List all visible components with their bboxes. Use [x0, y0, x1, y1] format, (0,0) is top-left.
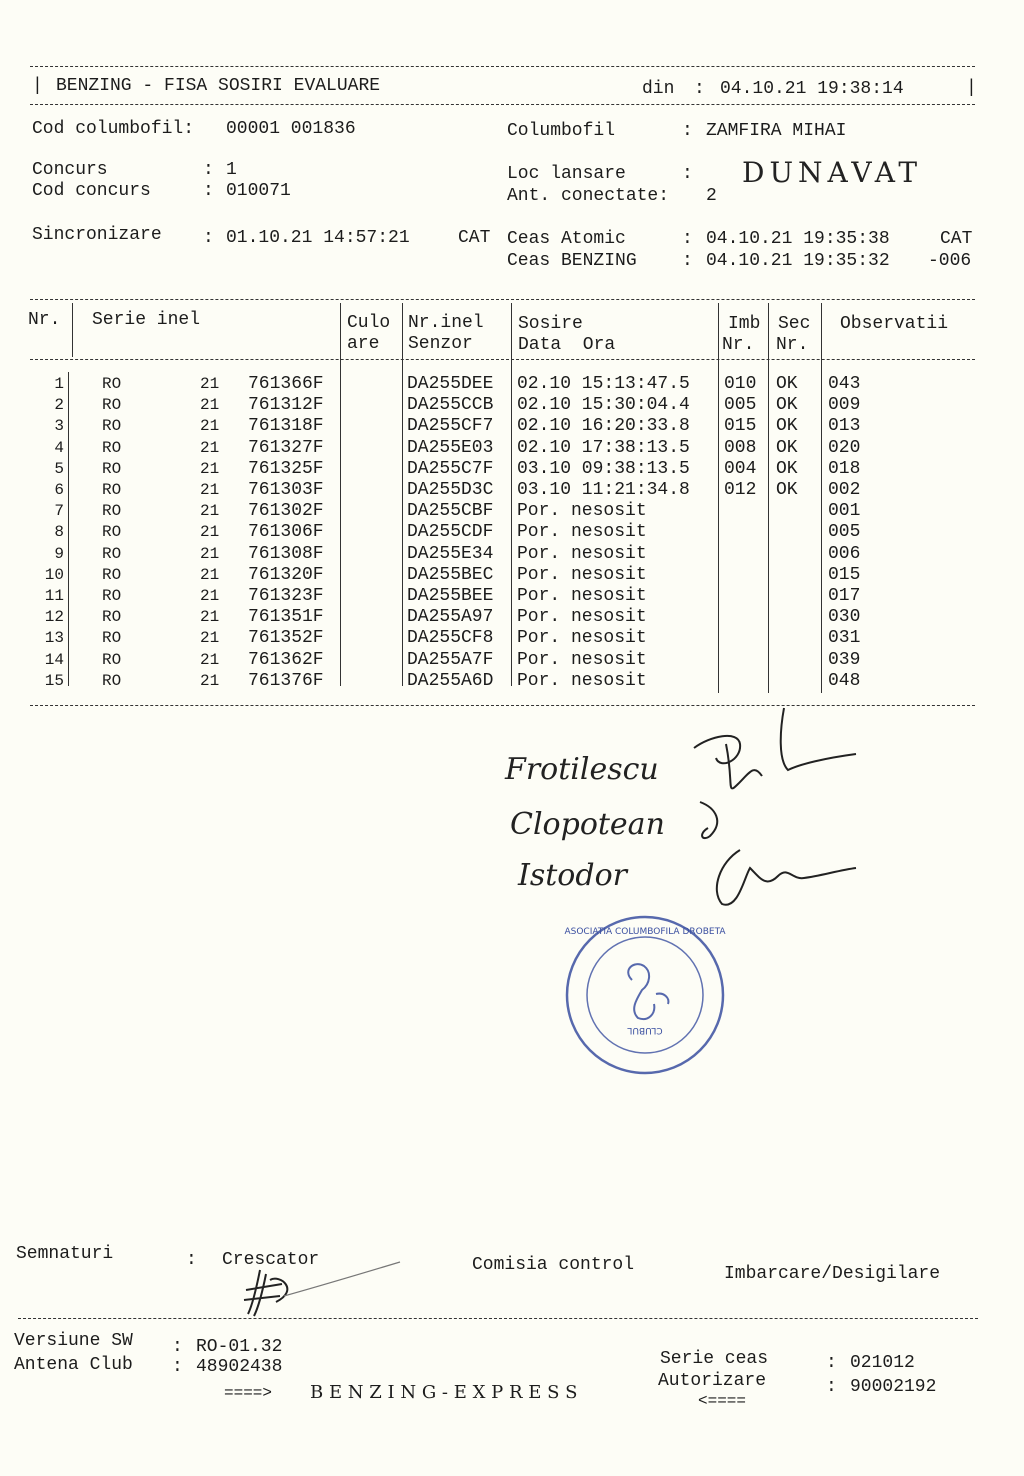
loc-lansare-label: Loc lansare — [507, 164, 626, 184]
cell-tara: RO — [102, 629, 122, 648]
footer-rule — [18, 1318, 978, 1319]
cell-sosire: 03.10 09:38:13.5 — [517, 458, 690, 479]
sincronizare-label: Sincronizare — [32, 225, 162, 245]
columbofil-label: Columbofil — [507, 121, 616, 141]
table-header-rule — [30, 359, 975, 360]
cell-inel: 761303F — [248, 480, 324, 500]
cell-imb: 008 — [724, 437, 757, 458]
loc-lansare-value: DUNAVAT — [742, 156, 923, 189]
cell-nr: 14 — [44, 650, 64, 669]
cell-imb: 010 — [724, 374, 757, 394]
vline-obs — [821, 303, 822, 693]
cell-sec: OK — [776, 416, 798, 437]
brand-arrow-right: <==== — [698, 1392, 747, 1410]
concurs-label: Concurs — [32, 160, 108, 180]
antena-colon: : — [172, 1357, 183, 1377]
cell-nr: 15 — [44, 671, 64, 690]
header-bar-left: | — [32, 76, 43, 96]
cell-tara: RO — [102, 438, 122, 457]
cell-tara: RO — [102, 459, 122, 478]
cod-concurs-value: 010071 — [226, 181, 291, 201]
stamp-ring-text: ASOCIATIA COLUMBOFILA DROBETA — [564, 927, 726, 937]
page-title: BENZING - FISA SOSIRI EVALUARE — [56, 76, 381, 96]
cell-an: 21 — [200, 671, 220, 690]
col-header-nr: Nr. — [28, 310, 61, 330]
cell-sec: OK — [776, 458, 798, 479]
cell-nr: 4 — [54, 438, 64, 457]
sincronizare-tz: CAT — [458, 228, 491, 248]
cell-tara: RO — [102, 608, 122, 627]
ceas-atomic-label: Ceas Atomic — [507, 229, 626, 249]
antena-value: 48902438 — [196, 1357, 283, 1377]
col-header-nrinel-2: Senzor — [408, 334, 473, 354]
cell-inel: 761318F — [248, 416, 324, 437]
cell-obs: 020 — [828, 437, 861, 458]
ceas-atomic-colon: : — [682, 229, 693, 249]
cell-nr: 6 — [54, 481, 64, 499]
loc-lansare-colon: : — [682, 164, 693, 184]
vline-culoare — [340, 303, 341, 686]
autorizare-value: 90002192 — [850, 1377, 937, 1397]
cell-nr: 5 — [54, 459, 64, 478]
concurs-colon: : — [203, 160, 214, 180]
cell-nr: 13 — [44, 629, 64, 648]
ceas-atomic-value: 04.10.21 19:35:38 — [706, 229, 890, 249]
cell-senzor: DA255C7F — [407, 458, 494, 479]
cell-sec: OK — [776, 437, 798, 458]
col-header-sec-1: Sec — [778, 314, 811, 334]
cell-an: 21 — [200, 650, 220, 669]
cod-columbofil-label: Cod columbofil: — [32, 119, 195, 139]
col-header-culoare-1: Culo — [347, 313, 391, 333]
cell-sosire: Por. nesosit — [517, 607, 647, 628]
cell-sec: OK — [776, 480, 798, 500]
handwritten-name-3: Istodor — [518, 858, 627, 893]
ceas-benzing-label: Ceas BENZING — [507, 251, 637, 271]
versiune-label: Versiune SW — [14, 1331, 133, 1351]
cell-tara: RO — [102, 565, 122, 584]
cell-inel: 761302F — [248, 501, 324, 522]
col-header-sec-2: Nr. — [776, 335, 809, 355]
cod-concurs-colon: : — [203, 181, 214, 201]
handwritten-name-1: Frotilescu — [505, 752, 659, 787]
cell-an: 21 — [200, 459, 220, 478]
cell-obs: 001 — [828, 501, 861, 522]
cell-nr: 9 — [54, 544, 64, 563]
versiune-value: RO-01.32 — [196, 1337, 283, 1357]
cell-sosire: Por. nesosit — [517, 628, 647, 649]
cell-tara: RO — [102, 523, 122, 542]
cell-senzor: DA255D3C — [407, 480, 494, 500]
ceas-benzing-value: 04.10.21 19:35:32 — [706, 251, 890, 271]
header-rule — [30, 104, 975, 105]
cell-senzor: DA255CDF — [407, 522, 494, 543]
serie-ceas-value: 021012 — [850, 1353, 915, 1373]
cell-sosire: Por. nesosit — [517, 670, 647, 691]
cell-sosire: Por. nesosit — [517, 543, 647, 564]
serie-ceas-colon: : — [826, 1353, 837, 1373]
ceas-atomic-tz: CAT — [940, 229, 973, 249]
crescator-label: Crescator — [222, 1250, 320, 1270]
cell-obs: 005 — [828, 522, 861, 543]
cell-obs: 013 — [828, 416, 861, 437]
date-value: 04.10.21 19:38:14 — [720, 79, 904, 99]
cell-obs: 002 — [828, 480, 861, 500]
cell-sosire: Por. nesosit — [517, 522, 647, 543]
ceas-benzing-colon: : — [682, 251, 693, 271]
cell-nr: 1 — [54, 375, 64, 393]
antena-label: Antena Club — [14, 1355, 133, 1375]
cell-imb: 012 — [724, 480, 757, 500]
cell-senzor: DA255E34 — [407, 543, 494, 564]
cell-tara: RO — [102, 650, 122, 669]
cell-obs: 039 — [828, 649, 861, 670]
cod-concurs-label: Cod concurs — [32, 181, 151, 201]
cell-nr: 11 — [44, 587, 64, 605]
cell-an: 21 — [200, 375, 220, 393]
autorizare-label: Autorizare — [658, 1371, 767, 1391]
semnaturi-colon: : — [186, 1250, 197, 1270]
cell-imb: 005 — [724, 395, 757, 416]
columbofil-value: ZAMFIRA MIHAI — [706, 121, 847, 141]
signatures — [680, 700, 880, 930]
cell-senzor: DA255CF8 — [407, 628, 494, 649]
cell-an: 21 — [200, 396, 220, 415]
sincronizare-value: 01.10.21 14:57:21 — [226, 228, 410, 248]
concurs-value: 1 — [226, 160, 237, 180]
cell-inel: 761312F — [248, 395, 324, 416]
crescator-signature — [240, 1250, 410, 1320]
cell-an: 21 — [200, 587, 220, 605]
cell-an: 21 — [200, 417, 220, 436]
ceas-benzing-tz: -006 — [928, 251, 972, 271]
cell-sosire: 02.10 17:38:13.5 — [517, 437, 690, 458]
cell-sosire: Por. nesosit — [517, 586, 647, 606]
vline-imb — [718, 303, 719, 693]
columbofil-colon: : — [682, 121, 693, 141]
cell-obs: 043 — [828, 374, 861, 394]
handwritten-name-2: Clopotean — [510, 807, 665, 842]
cell-obs: 018 — [828, 458, 861, 479]
cell-tara: RO — [102, 544, 122, 563]
cell-senzor: DA255A6D — [407, 670, 494, 691]
cell-inel: 761323F — [248, 586, 324, 606]
brand-arrow-left: ====> — [224, 1384, 273, 1402]
cell-sec: OK — [776, 374, 798, 394]
date-label: din — [642, 79, 675, 99]
cell-inel: 761325F — [248, 458, 324, 479]
cell-obs: 048 — [828, 670, 861, 691]
cell-an: 21 — [200, 565, 220, 584]
vline-nrinel — [402, 303, 403, 686]
cell-tara: RO — [102, 502, 122, 521]
sincronizare-colon: : — [203, 228, 214, 248]
semnaturi-label: Semnaturi — [16, 1244, 114, 1264]
cell-obs: 006 — [828, 543, 861, 564]
cell-senzor: DA255BEE — [407, 586, 494, 606]
date-colon: : — [694, 79, 705, 99]
cell-an: 21 — [200, 523, 220, 542]
cell-tara: RO — [102, 396, 122, 415]
brand-name: B E N Z I N G - E X P R E S S — [310, 1382, 578, 1403]
cell-obs: 009 — [828, 395, 861, 416]
cell-an: 21 — [200, 502, 220, 521]
cell-nr: 12 — [44, 608, 64, 627]
cell-tara: RO — [102, 671, 122, 690]
cell-obs: 017 — [828, 586, 861, 606]
ant-label: Ant. conectate: — [507, 186, 670, 206]
cell-sosire: Por. nesosit — [517, 649, 647, 670]
serie-ceas-label: Serie ceas — [660, 1349, 769, 1369]
cell-senzor: DA255E03 — [407, 437, 494, 458]
cell-senzor: DA255CBF — [407, 501, 494, 522]
cell-nr: 3 — [54, 417, 64, 436]
versiune-colon: : — [172, 1337, 183, 1357]
col-header-sosire-1: Sosire — [518, 314, 583, 334]
cell-senzor: DA255DEE — [407, 374, 494, 394]
cell-sosire: 02.10 16:20:33.8 — [517, 416, 690, 437]
col-header-sosire-2: Data Ora — [518, 335, 616, 355]
cell-nr: 8 — [54, 523, 64, 542]
vline-sosire — [511, 303, 512, 686]
cell-an: 21 — [200, 608, 220, 627]
cell-senzor: DA255A7F — [407, 649, 494, 670]
cell-tara: RO — [102, 417, 122, 436]
col-header-serie: Serie inel — [92, 310, 201, 330]
cell-inel: 761306F — [248, 522, 324, 543]
autorizare-colon: : — [826, 1377, 837, 1397]
cell-senzor: DA255CF7 — [407, 416, 494, 437]
vline-sec — [768, 303, 769, 693]
cod-columbofil-value: 00001 001836 — [226, 119, 356, 139]
top-rule — [30, 66, 975, 67]
cell-inel: 761308F — [248, 543, 324, 564]
vline-nr-header — [72, 303, 73, 357]
cell-inel: 761376F — [248, 670, 324, 691]
cell-sosire: 03.10 11:21:34.8 — [517, 480, 690, 500]
cell-tara: RO — [102, 375, 122, 393]
cell-an: 21 — [200, 481, 220, 499]
cell-nr: 10 — [44, 565, 64, 584]
cell-sec: OK — [776, 395, 798, 416]
col-header-observatii: Observatii — [840, 314, 949, 334]
cell-senzor: DA255A97 — [407, 607, 494, 628]
col-header-imb-1: Imb — [728, 314, 761, 334]
club-stamp — [560, 910, 730, 1080]
cell-an: 21 — [200, 544, 220, 563]
header-bar-right: | — [966, 78, 977, 98]
col-header-imb-2: Nr. — [722, 335, 755, 355]
cell-nr: 2 — [54, 396, 64, 415]
cell-inel: 761320F — [248, 564, 324, 585]
cell-sosire: 02.10 15:30:04.4 — [517, 395, 690, 416]
cell-senzor: DA255CCB — [407, 395, 494, 416]
vline-nr — [68, 372, 69, 686]
cell-obs: 031 — [828, 628, 861, 649]
cell-an: 21 — [200, 629, 220, 648]
cell-imb: 004 — [724, 458, 757, 479]
cell-imb: 015 — [724, 416, 757, 437]
cell-obs: 015 — [828, 564, 861, 585]
ant-value: 2 — [706, 186, 717, 206]
cell-obs: 030 — [828, 607, 861, 628]
imbarcare-label: Imbarcare/Desigilare — [724, 1264, 941, 1284]
cell-inel: 761351F — [248, 607, 324, 628]
stamp-center-text: CLUBUL — [627, 1025, 663, 1035]
cell-senzor: DA255BEC — [407, 564, 494, 585]
col-header-nrinel-1: Nr.inel — [408, 313, 484, 333]
cell-inel: 761352F — [248, 628, 324, 649]
cell-inel: 761362F — [248, 649, 324, 670]
cell-inel: 761366F — [248, 374, 324, 394]
cell-tara: RO — [102, 481, 122, 499]
col-header-culoare-2: are — [347, 334, 380, 354]
cell-nr: 7 — [54, 502, 64, 521]
cell-inel: 761327F — [248, 437, 324, 458]
cell-an: 21 — [200, 438, 220, 457]
cell-tara: RO — [102, 587, 122, 605]
cell-sosire: 02.10 15:13:47.5 — [517, 374, 690, 394]
cell-sosire: Por. nesosit — [517, 501, 647, 522]
comisia-label: Comisia control — [472, 1255, 635, 1275]
table-top-rule — [30, 299, 975, 300]
cell-sosire: Por. nesosit — [517, 564, 647, 585]
